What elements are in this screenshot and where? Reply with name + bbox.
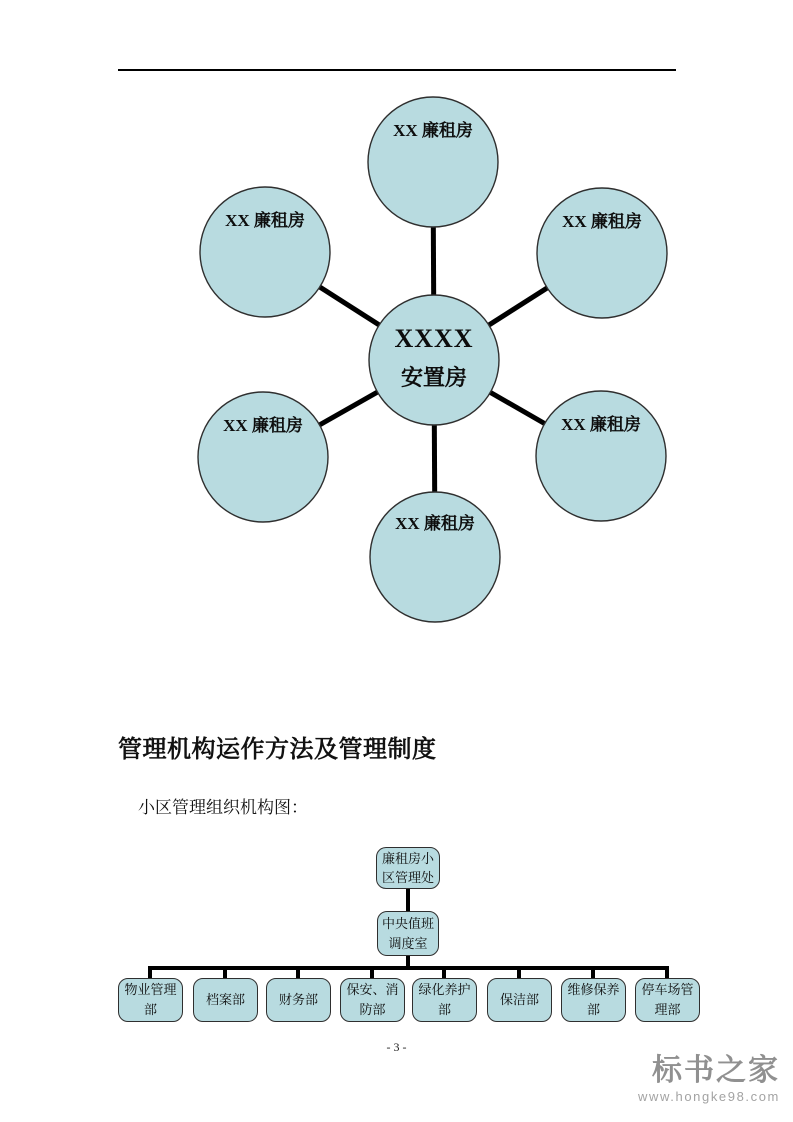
dept-box: 档案部 xyxy=(193,978,258,1022)
page-number: - 3 - xyxy=(386,1040,407,1054)
section-heading: 管理机构运作方法及管理制度 xyxy=(118,737,437,763)
org-box-dispatch: 中央值班调度室 xyxy=(377,911,439,956)
dept-box: 绿化养护部 xyxy=(412,978,477,1022)
connector-root-dispatch xyxy=(406,888,410,912)
dept-box: 停车场管理部 xyxy=(635,978,700,1022)
spoke-label: XX 廉租房 xyxy=(562,212,642,231)
watermark-logo: 标书之家 xyxy=(652,1054,780,1087)
watermark-url: www.hongke98.com xyxy=(638,1089,780,1104)
spoke-label: XX 廉租房 xyxy=(225,211,305,230)
spoke-label: XX 廉租房 xyxy=(223,416,303,435)
spoke-label: XX 廉租房 xyxy=(393,121,473,140)
hub-center-label-line1: XXXX xyxy=(394,324,474,353)
watermark xyxy=(638,1056,780,1103)
dept-box: 物业管理部 xyxy=(118,978,183,1022)
dept-box: 维修保养部 xyxy=(561,978,626,1022)
org-box-root: 廉租房小区管理处 xyxy=(376,847,440,889)
spoke-label: XX 廉租房 xyxy=(395,514,475,533)
dept-box: 保洁部 xyxy=(487,978,552,1022)
hub-center-label-line2: 安置房 xyxy=(400,365,468,390)
org-chart-caption: 小区管理组织机构图： xyxy=(138,798,308,817)
dept-box: 财务部 xyxy=(266,978,331,1022)
dept-box: 保安、消防部 xyxy=(340,978,405,1022)
spoke-label: XX 廉租房 xyxy=(561,415,641,434)
